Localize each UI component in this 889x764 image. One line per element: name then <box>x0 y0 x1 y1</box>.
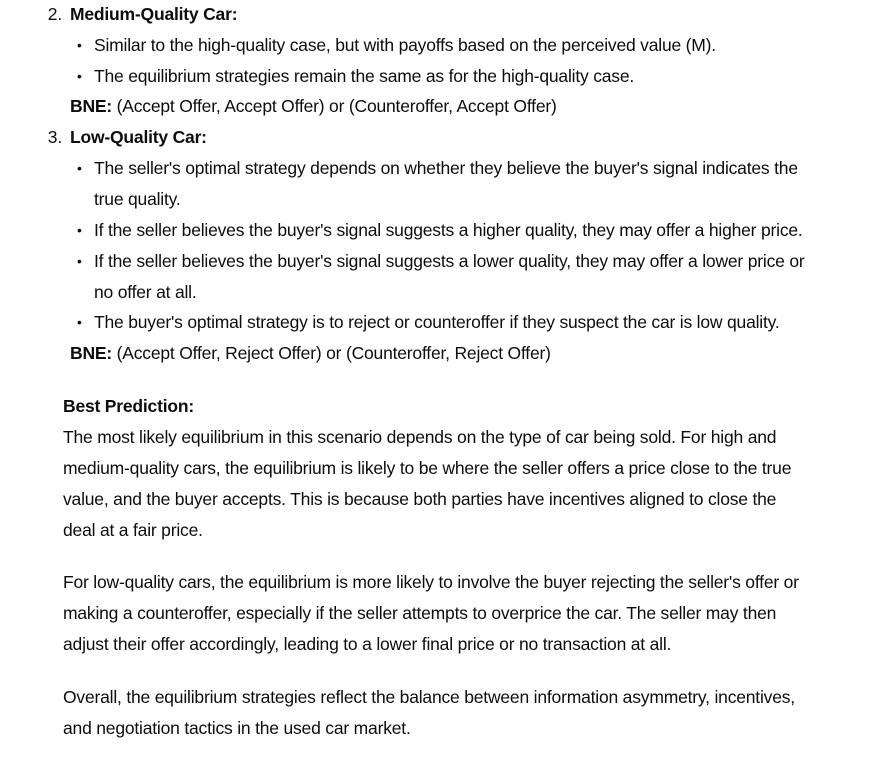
bullet-text: true quality. <box>94 189 181 209</box>
list-number: 3. <box>47 127 62 147</box>
section-heading: Best Prediction: <box>63 396 194 416</box>
paragraph-line: The most likely equilibrium in this scenario depends on the type of car being sold. For high and <box>63 427 777 447</box>
bullet-marker: • <box>77 314 82 330</box>
bullet-marker: • <box>77 37 82 53</box>
bullet-marker: • <box>77 222 82 238</box>
bullet-text: The buyer's optimal strategy is to reject or counteroffer if they suspect the car is low quality. <box>94 312 780 332</box>
bullet-text: no offer at all. <box>94 282 197 302</box>
paragraph-line: For low-quality cars, the equilibrium is more likely to involve the buyer rejecting the seller's offer or <box>63 572 799 592</box>
list-number: 2. <box>47 4 62 24</box>
bullet-text: Similar to the high-quality case, but with payoffs based on the perceived value (M). <box>94 35 716 55</box>
bullet-text: The equilibrium strategies remain the same as for the high-quality case. <box>94 66 635 86</box>
bne-line: BNE: (Accept Offer, Accept Offer) or (Counteroffer, Accept Offer) <box>70 96 557 116</box>
bullet-text: If the seller believes the buyer's signal suggests a higher quality, they may offer a higher price. <box>94 220 803 240</box>
bullet-text: If the seller believes the buyer's signal suggests a lower quality, they may offer a lower price or <box>94 251 805 271</box>
bne-line: BNE: (Accept Offer, Reject Offer) or (Counteroffer, Reject Offer) <box>70 343 551 363</box>
paragraph-line: deal at a fair price. <box>63 520 203 540</box>
paragraph-line: adjust their offer accordingly, leading to a lower final price or no transaction at all. <box>63 634 672 654</box>
paragraph-line: making a counteroffer, especially if the seller attempts to overprice the car. The seller may then <box>63 603 777 623</box>
paragraph-line: and negotiation tactics in the used car market. <box>63 718 411 738</box>
item-heading: Low-Quality Car: <box>70 127 207 147</box>
paragraph-line: medium-quality cars, the equilibrium is likely to be where the seller offers a price close to the true <box>63 458 792 478</box>
bullet-text: The seller's optimal strategy depends on whether they believe the buyer's signal indicates the <box>94 158 798 178</box>
bullet-marker: • <box>77 68 82 84</box>
bullet-marker: • <box>77 160 82 176</box>
paragraph-line: value, and the buyer accepts. This is because both parties have incentives aligned to close the <box>63 489 777 509</box>
paragraph-line: Overall, the equilibrium strategies reflect the balance between information asymmetry, incentives, <box>63 687 795 707</box>
bullet-marker: • <box>77 253 82 269</box>
item-heading: Medium-Quality Car: <box>70 4 238 24</box>
